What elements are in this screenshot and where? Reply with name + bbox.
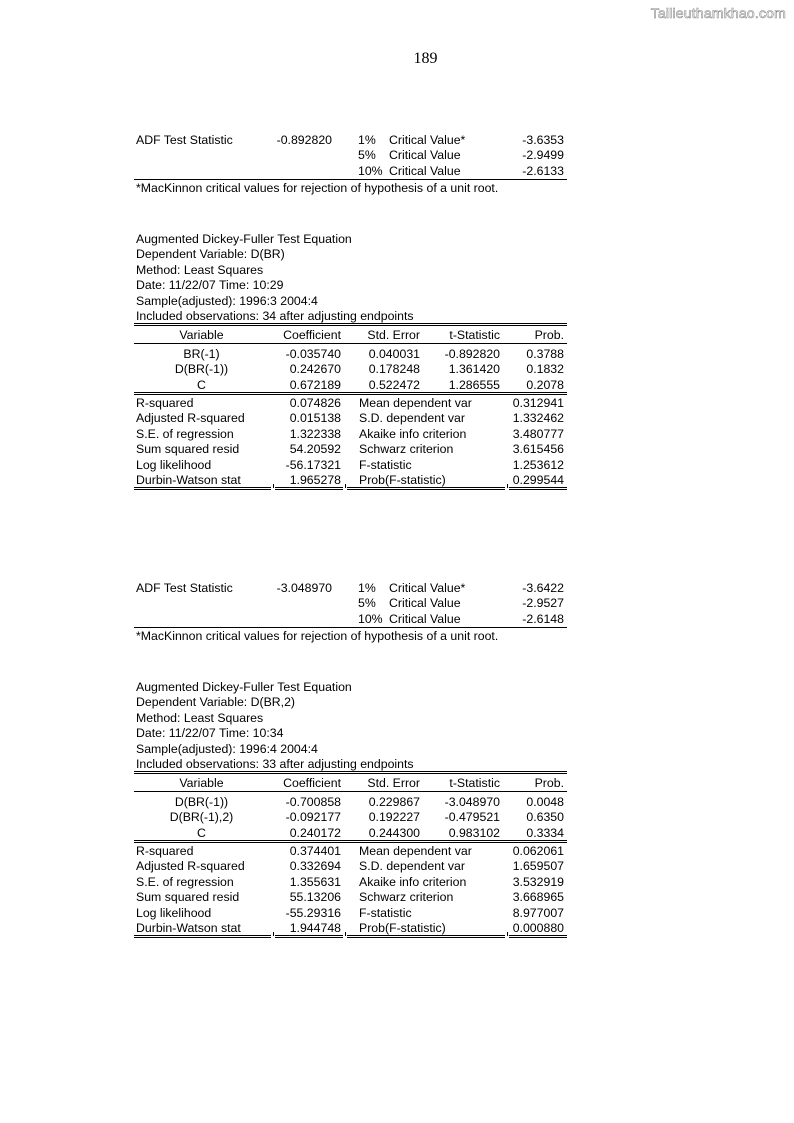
column-header: Std. Error [367, 327, 420, 342]
coef-cell: 0.672189 [289, 377, 341, 392]
stat-value: 0.062061 [512, 844, 564, 858]
equation-header-line: Dependent Variable: D(BR) [136, 247, 285, 262]
stat-label: Durbin-Watson stat [136, 473, 241, 487]
coef-cell: D(BR(-1),2) [169, 810, 234, 825]
stat-label: F-statistic [359, 905, 412, 920]
coef-cell: 0.240172 [289, 825, 341, 840]
coef-cell: -0.035740 [285, 346, 341, 361]
column-header: Variable [179, 327, 224, 342]
coef-cell: 0.229867 [368, 794, 420, 809]
coef-cell: 0.983102 [448, 825, 500, 840]
equation-header-line: Date: 11/22/07 Time: 10:34 [136, 726, 284, 741]
stat-label: R-squared [136, 396, 194, 410]
column-header: Variable [179, 775, 224, 790]
stat-value: -56.17321 [285, 457, 341, 472]
page-number: 189 [413, 50, 438, 67]
coef-cell: D(BR(-1)) [174, 362, 229, 377]
stat-value: 1.332462 [512, 411, 564, 426]
equation-header-line: Included observations: 34 after adjusting endpoints [136, 309, 414, 323]
rule-double [347, 935, 505, 938]
stat-label: F-statistic [359, 457, 412, 472]
coef-cell: 0.040031 [368, 346, 420, 361]
stat-value: 0.015138 [289, 411, 341, 426]
equation-header-line: Sample(adjusted): 1996:3 2004:4 [136, 293, 318, 308]
coef-cell: D(BR(-1)) [174, 794, 229, 809]
equation-header-line: Method: Least Squares [136, 262, 264, 277]
column-header: t-Statistic [449, 327, 500, 342]
stat-value: 3.615456 [512, 442, 564, 457]
stat-value: 3.480777 [512, 426, 564, 441]
column-header: t-Statistic [449, 775, 500, 790]
critical-label: Critical Value [389, 611, 461, 626]
stat-label: Sum squared resid [136, 890, 240, 905]
critical-level: 10% [358, 611, 383, 626]
critical-level: 1% [358, 581, 376, 595]
stat-value: 54.20592 [289, 442, 341, 457]
adf-label: ADF Test Statistic [136, 133, 233, 147]
stat-value: 0.374401 [289, 844, 341, 858]
stat-label: Schwarz criterion [359, 890, 454, 905]
tick [507, 932, 508, 936]
adf-label: ADF Test Statistic [136, 581, 233, 595]
adf-value: -0.892820 [276, 133, 332, 147]
rule-double [134, 487, 271, 490]
stat-value: 8.977007 [512, 905, 564, 920]
coef-cell: 0.1832 [526, 362, 564, 377]
critical-value: -2.6148 [522, 611, 564, 626]
stat-value: 0.074826 [289, 396, 341, 410]
coef-cell: 1.361420 [448, 362, 500, 377]
rule-double [275, 487, 343, 490]
critical-level: 5% [358, 148, 376, 163]
coef-cell: -3.048970 [444, 794, 500, 809]
coef-cell: 0.242670 [289, 362, 341, 377]
coef-cell: 0.192227 [368, 810, 420, 825]
coef-cell: 0.244300 [368, 825, 420, 840]
stat-label: S.E. of regression [136, 874, 234, 889]
critical-value: -3.6353 [522, 133, 564, 147]
stat-value: 1.965278 [289, 473, 341, 487]
critical-label: Critical Value* [389, 581, 466, 595]
coef-cell: 0.0048 [526, 794, 564, 809]
critical-level: 1% [358, 133, 376, 147]
column-header: Std. Error [367, 775, 420, 790]
stat-value: 1.355631 [289, 874, 341, 889]
stat-label: Durbin-Watson stat [136, 921, 241, 935]
rule [134, 343, 567, 344]
stat-label: Log likelihood [136, 457, 212, 472]
critical-value: -3.6422 [522, 581, 564, 595]
stat-value: 3.668965 [512, 890, 564, 905]
stat-label: Adjusted R-squared [136, 411, 245, 426]
equation-header-line: Date: 11/22/07 Time: 10:29 [136, 278, 284, 293]
stat-label: Mean dependent var [359, 396, 472, 410]
stat-value: 0.000880 [512, 921, 564, 935]
coef-cell: -0.092177 [285, 810, 341, 825]
critical-label: Critical Value* [389, 133, 466, 147]
coef-cell: 0.3334 [526, 825, 564, 840]
stat-value: -55.29316 [285, 905, 341, 920]
stat-label: Akaike info criterion [359, 874, 467, 889]
tick [345, 932, 346, 936]
coef-cell: C [197, 825, 206, 840]
adf-value: -3.048970 [276, 581, 332, 595]
stat-label: Log likelihood [136, 905, 212, 920]
stat-value: 3.532919 [512, 874, 564, 889]
column-header: Prob. [534, 327, 564, 342]
coef-cell: 0.2078 [526, 377, 564, 392]
rule-double [509, 487, 567, 490]
stat-value: 0.299544 [512, 473, 564, 487]
footnote: *MacKinnon critical values for rejection of hypothesis of a unit root. [136, 180, 499, 195]
equation-header-line: Augmented Dickey-Fuller Test Equation [136, 232, 352, 246]
stat-value: 1.659507 [512, 859, 564, 874]
watermark-text: Tailieuthamkhao.com [650, 5, 786, 21]
coef-cell: 0.6350 [526, 810, 564, 825]
stat-label: Prob(F-statistic) [359, 473, 446, 487]
rule-double [509, 935, 567, 938]
coef-cell: -0.479521 [444, 810, 500, 825]
rule-double [134, 935, 271, 938]
critical-value: -2.9527 [522, 596, 564, 611]
stat-label: Akaike info criterion [359, 426, 467, 441]
stat-label: Adjusted R-squared [136, 859, 245, 874]
coef-cell: BR(-1) [183, 346, 220, 361]
tick [345, 484, 346, 488]
equation-header-line: Sample(adjusted): 1996:4 2004:4 [136, 741, 318, 756]
critical-value: -2.6133 [522, 163, 564, 178]
critical-label: Critical Value [389, 148, 461, 163]
rule-double [134, 771, 567, 774]
stat-label: S.D. dependent var [359, 411, 465, 426]
coef-cell: -0.892820 [444, 346, 500, 361]
rule-double [347, 487, 505, 490]
equation-header-line: Dependent Variable: D(BR,2) [136, 695, 296, 710]
equation-header-line: Method: Least Squares [136, 710, 264, 725]
critical-value: -2.9499 [522, 148, 564, 163]
tick [507, 484, 508, 488]
stat-label: Sum squared resid [136, 442, 240, 457]
stat-value: 55.13206 [289, 890, 341, 905]
equation-header-line: Augmented Dickey-Fuller Test Equation [136, 680, 352, 694]
critical-level: 5% [358, 596, 376, 611]
stat-label: Prob(F-statistic) [359, 921, 446, 935]
stat-label: R-squared [136, 844, 194, 858]
equation-header-line: Included observations: 33 after adjusting endpoints [136, 757, 414, 771]
coef-cell: 0.522472 [368, 377, 420, 392]
coef-cell: 0.3788 [526, 346, 564, 361]
tick [273, 484, 274, 488]
rule-double [134, 323, 567, 326]
stat-value: 1.944748 [289, 921, 341, 935]
critical-label: Critical Value [389, 596, 461, 611]
stat-label: S.D. dependent var [359, 859, 465, 874]
coef-cell: -0.700858 [285, 794, 341, 809]
stat-label: S.E. of regression [136, 426, 234, 441]
column-header: Coefficient [283, 775, 341, 790]
stat-label: Mean dependent var [359, 844, 472, 858]
rule [134, 791, 567, 792]
tick [273, 932, 274, 936]
stat-label: Schwarz criterion [359, 442, 454, 457]
stat-value: 0.332694 [289, 859, 341, 874]
coef-cell: C [197, 377, 206, 392]
coef-cell: 0.178248 [368, 362, 420, 377]
critical-label: Critical Value [389, 163, 461, 178]
stat-value: 1.253612 [512, 457, 564, 472]
coef-cell: 1.286555 [448, 377, 500, 392]
stat-value: 0.312941 [512, 396, 564, 410]
rule-double [275, 935, 343, 938]
column-header: Prob. [534, 775, 564, 790]
footnote: *MacKinnon critical values for rejection of hypothesis of a unit root. [136, 628, 499, 643]
column-header: Coefficient [283, 327, 341, 342]
stat-value: 1.322338 [289, 426, 341, 441]
critical-level: 10% [358, 163, 383, 178]
